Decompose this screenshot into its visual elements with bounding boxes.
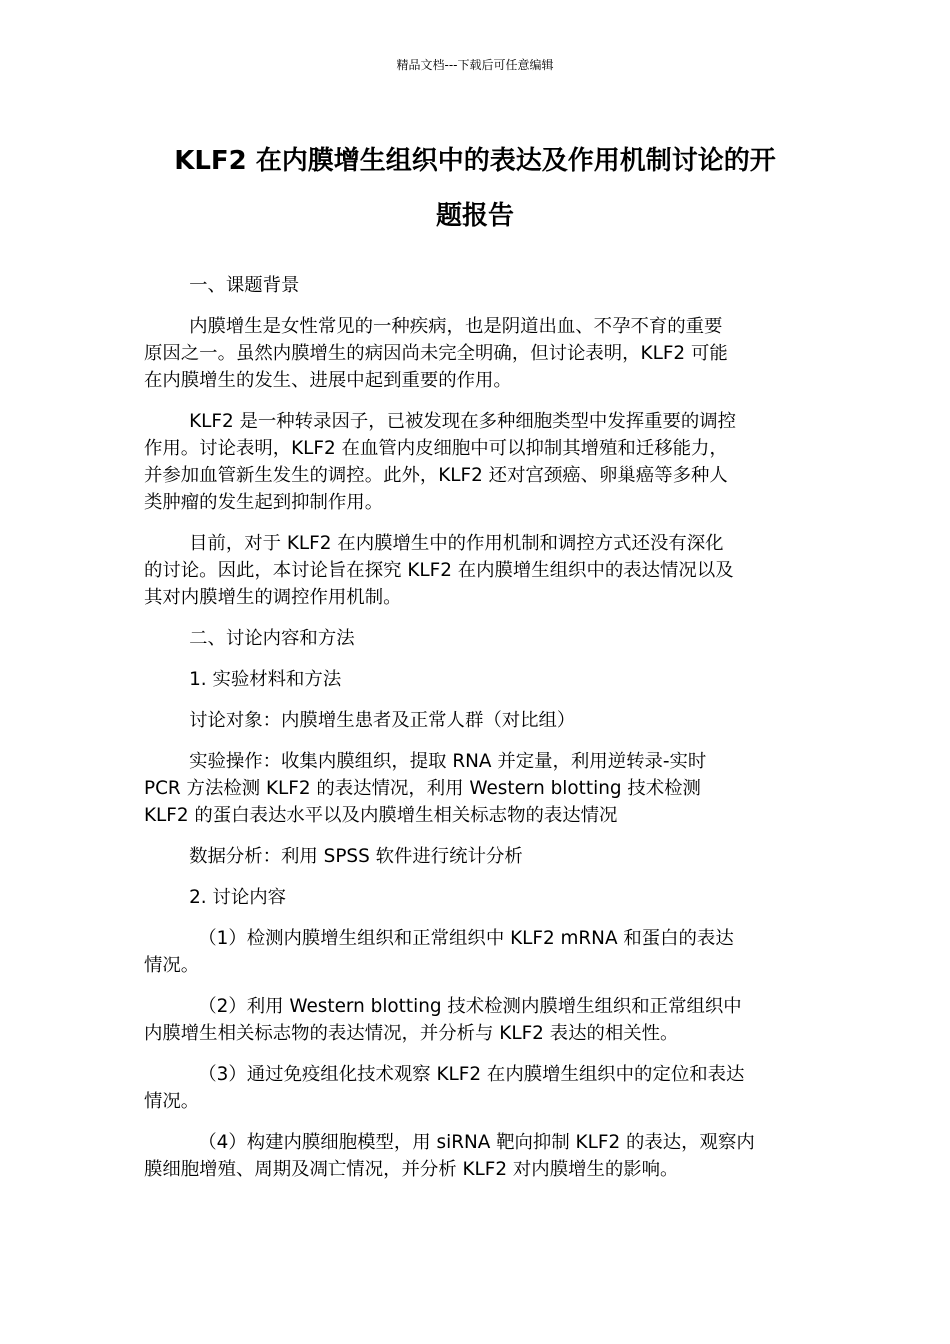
- text-line: 在内膜增生的发生、进展中起到重要的作用。: [144, 370, 512, 391]
- list-item-2: [144, 993, 808, 1047]
- title-line-2: 题报告: [435, 201, 514, 231]
- document-body: [144, 272, 808, 1197]
- text-line: （2）利用 Western blotting 技术检测内膜增生组织和正常组织中: [198, 996, 742, 1017]
- paragraph-background-2: [144, 408, 808, 516]
- text-line: 类肿瘤的发生起到抑制作用。: [144, 492, 384, 513]
- text-line: （3）通过免疫组化技术观察 KLF2 在内膜增生组织中的定位和表达: [198, 1064, 745, 1085]
- text-line: 内膜增生是女性常见的一种疾病，也是阴道出血、不孕不育的重要: [189, 316, 723, 337]
- paragraph-subjects: 讨论对象：内膜增生患者及正常人群（对比组）: [189, 710, 576, 731]
- list-item-3: [144, 1061, 808, 1115]
- text-line: 原因之一。虽然内膜增生的病因尚未完全明确，但讨论表明，KLF2 可能: [144, 343, 728, 364]
- text-line: 内膜增生相关标志物的表达情况，并分析与 KLF2 表达的相关性。: [144, 1023, 679, 1044]
- subheading-materials: 1. 实验材料和方法: [189, 669, 342, 690]
- section-heading-methods: 二、讨论内容和方法: [189, 628, 355, 649]
- paragraph-analysis: 数据分析：利用 SPSS 软件进行统计分析: [189, 846, 523, 867]
- text-line: 并参加血管新生发生的调控。此外，KLF2 还对宫颈癌、卵巢癌等多种人: [144, 465, 728, 486]
- text-line: 目前，对于 KLF2 在内膜增生中的作用机制和调控方式还没有深化: [189, 533, 724, 554]
- paragraph-operation: [144, 748, 808, 829]
- text-line: 的讨论。因此，本讨论旨在探究 KLF2 在内膜增生组织中的表达情况以及: [144, 560, 734, 581]
- document-title: [140, 134, 810, 244]
- text-line: PCR 方法检测 KLF2 的表达情况，利用 Western blotting 技术检测: [144, 778, 701, 799]
- paragraph-background-3: [144, 530, 808, 611]
- text-line: （1）检测内膜增生组织和正常组织中 KLF2 mRNA 和蛋白的表达: [198, 928, 734, 949]
- text-line: 情况。: [144, 1091, 200, 1112]
- text-line: 情况。: [144, 955, 200, 976]
- subheading-content: 2. 讨论内容: [189, 887, 287, 908]
- section-heading-background: 一、课题背景: [189, 275, 300, 296]
- title-line-1: KLF2 在内膜增生组织中的表达及作用机制讨论的开: [174, 146, 776, 176]
- text-line: 作用。讨论表明，KLF2 在血管内皮细胞中可以抑制其增殖和迁移能力，: [144, 438, 728, 459]
- text-line: KLF2 是一种转录因子，已被发现在多种细胞类型中发挥重要的调控: [189, 411, 737, 432]
- text-line: KLF2 的蛋白表达水平以及内膜增生相关标志物的表达情况: [144, 805, 618, 826]
- text-line: （4）构建内膜细胞模型，用 siRNA 靶向抑制 KLF2 的表达，观察内: [198, 1132, 755, 1153]
- page-header: 精品文档---下载后可任意编辑: [396, 58, 554, 72]
- text-line: 膜细胞增殖、周期及凋亡情况，并分析 KLF2 对内膜增生的影响。: [144, 1159, 679, 1180]
- text-line: 其对内膜增生的调控作用机制。: [144, 587, 402, 608]
- text-line: 实验操作：收集内膜组织，提取 RNA 并定量，利用逆转录-实时: [189, 751, 707, 772]
- list-item-1: [144, 925, 808, 979]
- paragraph-background-1: [144, 313, 808, 394]
- list-item-4: [144, 1129, 808, 1183]
